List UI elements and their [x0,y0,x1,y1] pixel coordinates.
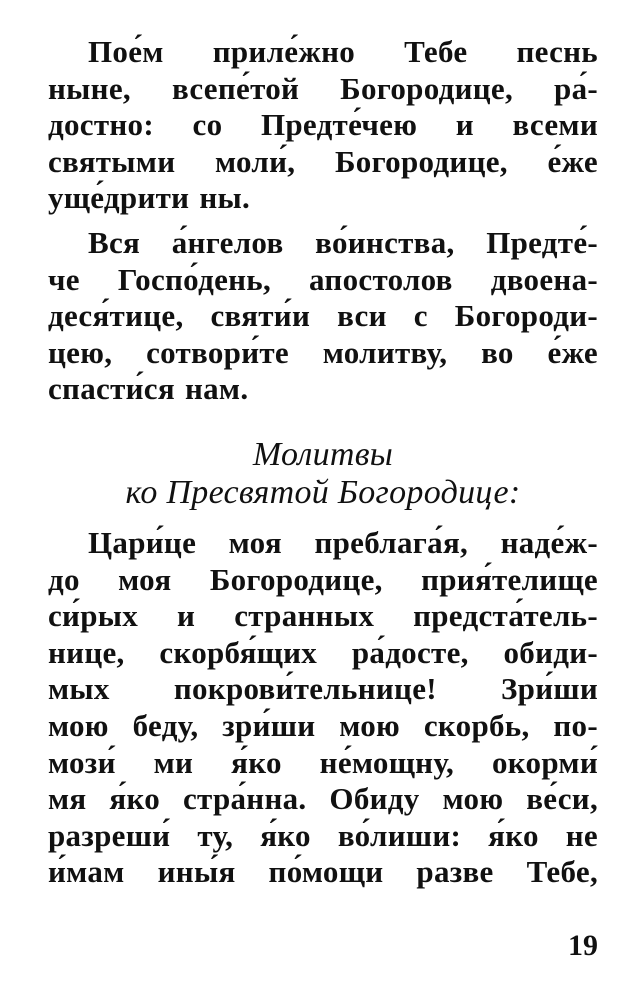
paragraph-2 [48,225,598,408]
text-line: че Госпо́день, апостолов двоена- [48,261,598,297]
text-line: мых покрови́тельнице! Зри́ши [48,671,598,707]
text-line: и́мам ины́я по́мощи разве Тебе, [48,854,598,890]
text-line: мою беду, зри́ши мою скорбь, по- [48,707,598,743]
text-line: нице, скорбя́щих ра́досте, обиди- [48,634,598,670]
section-heading [48,436,598,512]
text-line: Пое́м приле́жно Тебе песнь [88,34,598,69]
text-line: мя я́ко стра́нна. Обиду мою ве́си, [48,781,598,817]
text-line: мози́ ми я́ко не́мощну, окорми́ [48,744,598,780]
text-line: Вся а́нгелов во́инства, Предте́- [88,225,598,260]
text-line: Цари́це моя преблага́я, наде́ж- [88,525,598,560]
page-number: 19 [568,929,598,962]
text-line: ныне, всепе́той Богородице, ра́- [48,70,598,106]
text-line: си́рых и странных предста́тель- [48,598,598,634]
heading-line: Молитвы [252,436,394,473]
text-line: спасти́ся нам. [48,371,249,407]
paragraph-1 [48,34,598,217]
text-line: цею, сотвори́те молитву, во е́же [48,334,598,370]
text-line: деся́тице, святи́и вси с Богороди- [48,298,598,334]
text-line: достно: со Предте́чею и всеми [48,107,598,143]
text-line: уще́дрити ны. [48,180,251,216]
heading-line: ко Пресвятой Богородице: [125,474,521,511]
paragraph-3 [48,525,598,891]
text-line: разреши́ ту, я́ко во́лиши: я́ко не [48,817,598,853]
text-line: до моя Богородице, прия́телище [48,561,598,597]
text-line: святыми моли́, Богородице, е́же [48,143,598,179]
